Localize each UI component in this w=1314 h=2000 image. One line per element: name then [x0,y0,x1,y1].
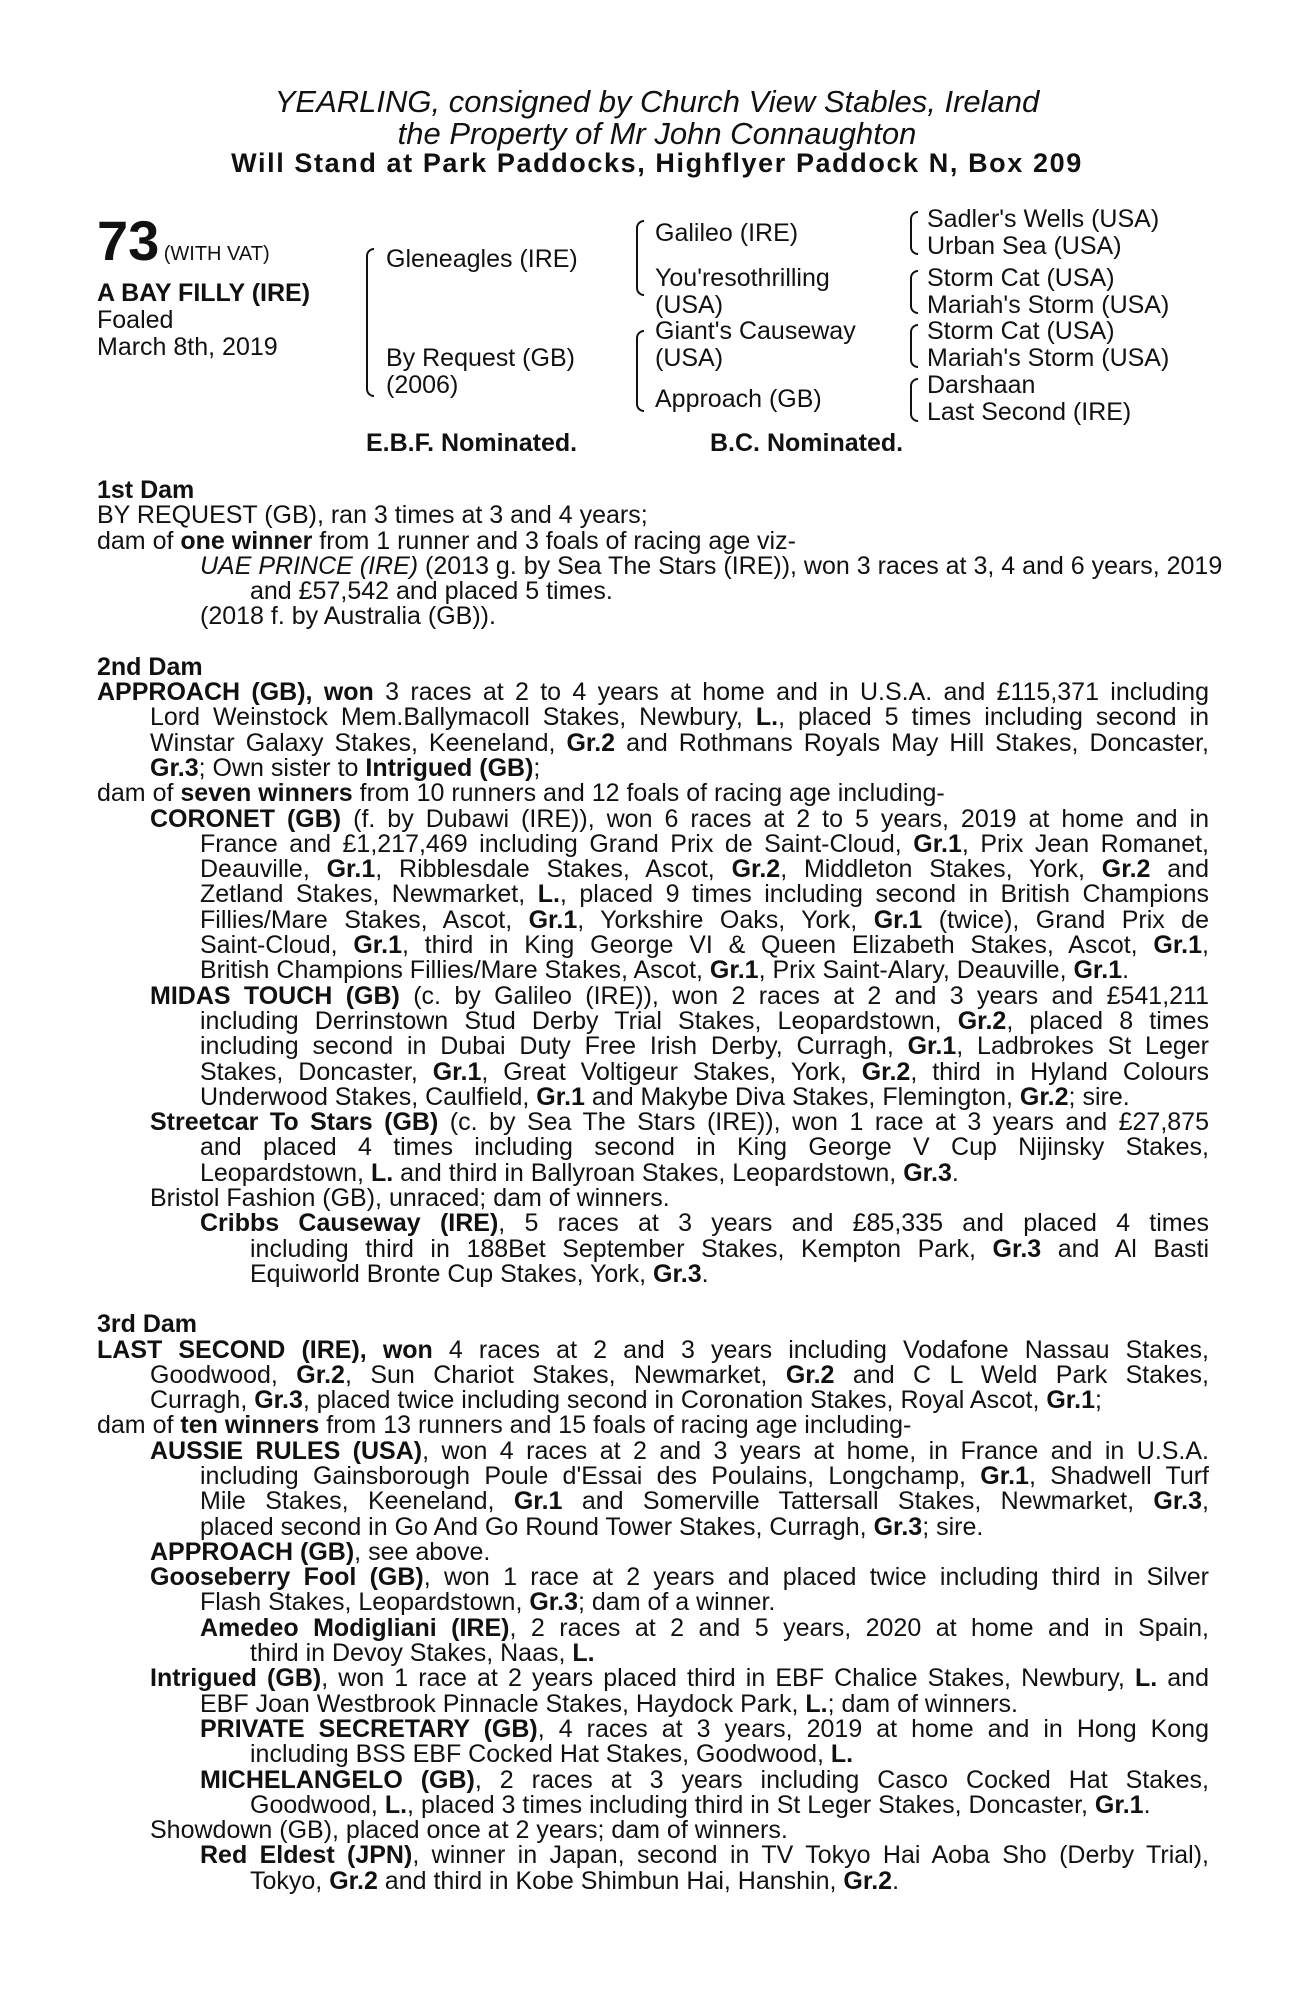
second-dam-line: Winstar Galaxy Stakes, Keeneland, Gr.2 and Rothmans Royals May Hill Stakes, Doncaster, [150,728,1210,757]
consignor-line: YEARLING, consigned by Church View Stables, Ireland [274,84,1040,119]
foaled-label: Foaled [97,306,174,334]
location-line: Will Stand at Park Paddocks, Highflyer Paddock N, Box 209 [231,148,1083,178]
dam-sire: Giant's Causeway [655,317,856,345]
dam: By Request (GB) [386,344,575,372]
dam-sire-country: (USA) [655,344,724,372]
first-dam-foal-1-cont: and £57,542 and placed 5 times. [250,577,613,606]
produce-intrigued-cont: EBF Joan Westbrook Pinnacle Stakes, Haydock Park, L.; dam of winners. [200,1689,1018,1718]
third-dam-heading: 3rd Dam [97,1310,198,1339]
second-dam-line: APPROACH (GB), won 3 races at 2 to 4 years at home and in U.S.A. and £115,371 including [97,678,1209,707]
produce-midas-touch-cont: including Derrinstown Stud Derby Trial Stakes, Leopardstown, Gr.2, placed 8 times [200,1006,1209,1035]
produce-red-eldest-cont: Tokyo, Gr.2 and third in Kobe Shimbun Hai, Hanshin, Gr.2. [250,1866,900,1895]
grandparent-6: Mariah's Storm (USA) [927,344,1170,372]
produce-amedeo-modigliani: Amedeo Modigliani (IRE), 2 races at 2 and 5 years, 2020 at home and in Spain, [200,1613,1209,1642]
first-dam-foal-2: (2018 f. by Australia (GB)). [200,602,496,631]
produce-midas-touch-cont: Stakes, Doncaster, Gr.1, Great Voltigeur Stakes, York, Gr.2, third in Hyland Colours [200,1057,1209,1086]
second-dam-heading: 2nd Dam [97,652,203,681]
brace-dam-line [636,330,644,412]
produce-aussie-rules: AUSSIE RULES (USA), won 4 races at 2 and 3 years at home, in France and in U.S.A. [150,1436,1210,1465]
first-dam-produce-line: dam of one winner from 1 runner and 3 foals of racing age viz- [97,526,796,555]
brace-g2 [910,270,918,314]
second-dam-produce-line: dam of seven winners from 10 runners and 12 foals of racing age including- [97,779,945,808]
produce-cribbs-causeway: Cribbs Causeway (IRE), 5 races at 3 years and £85,335 and placed 4 times [200,1209,1209,1238]
third-dam-line: Goodwood, Gr.2, Sun Chariot Stakes, Newmarket, Gr.2 and C L Weld Park Stakes, [150,1360,1210,1389]
produce-cribbs-cont: Equiworld Bronte Cup Stakes, York, Gr.3. [250,1259,709,1288]
produce-coronet: CORONET (GB) (f. by Dubawi (IRE)), won 6 races at 2 to 5 years, 2019 at home and in [150,804,1209,833]
produce-coronet-cont: Zetland Stakes, Newmarket, L., placed 9 times including second in British Champions [200,880,1209,909]
produce-midas-touch-cont: including second in Dubai Duty Free Irish Derby, Curragh, Gr.1, Ladbrokes St Leger [200,1032,1210,1061]
sire-dam-country: (USA) [655,291,724,319]
vat-label: (WITH VAT) [163,243,270,265]
grandparent-5: Storm Cat (USA) [927,317,1115,345]
grandparent-8: Last Second (IRE) [927,398,1132,426]
produce-coronet-cont: Saint-Cloud, Gr.1, third in King George VI & Queen Elizabeth Stakes, Ascot, Gr.1, [200,931,1209,960]
brace-g1 [910,211,918,255]
lot-number-block [97,208,270,273]
pedigree-notes [97,476,1223,1895]
grandparent-1: Sadler's Wells (USA) [927,205,1160,233]
owner-line: the Property of Mr John Connaughton [397,116,917,151]
ebf-nominated: E.B.F. Nominated. [366,429,578,457]
dam-year: (2006) [386,371,459,399]
first-dam-foal-1: UAE PRINCE (IRE) (2013 g. by Sea The Stars (IRE)), won 3 races at 3, 4 and 6 years, 2019 [200,551,1223,580]
produce-aussie-rules-cont: placed second in Go And Go Round Tower Stakes, Curragh, Gr.3; sire. [200,1512,984,1541]
brace-g4 [910,378,918,422]
produce-michelangelo-cont: Goodwood, L., placed 3 times including third in St Leger Stakes, Doncaster, Gr.1. [250,1790,1151,1819]
produce-coronet-cont: France and £1,217,469 including Grand Prix de Saint-Cloud, Gr.1, Prix Jean Romanet, [200,829,1210,858]
produce-coronet-cont: British Champions Fillies/Mare Stakes, Ascot, Gr.1, Prix Saint-Alary, Deauville, Gr.1. [200,956,1130,985]
lot-description: A BAY FILLY (IRE) [97,279,311,307]
foaled-date: March 8th, 2019 [97,333,278,361]
produce-red-eldest: Red Eldest (JPN), winner in Japan, second in TV Tokyo Hai Aoba Sho (Derby Trial), [200,1841,1209,1870]
brace-generation-1 [366,248,374,397]
grandparent-2: Urban Sea (USA) [927,232,1122,260]
produce-amedeo-cont: third in Devoy Stakes, Naas, L. [250,1639,595,1668]
produce-midas-touch-cont: Underwood Stakes, Caulfield, Gr.1 and Makybe Diva Stakes, Flemington, Gr.2; sire. [200,1082,1130,1111]
third-dam-line: Curragh, Gr.3, placed twice including second in Coronation Stakes, Royal Ascot, Gr.1; [150,1386,1102,1415]
brace-g3 [910,324,918,368]
produce-bristol-fashion: Bristol Fashion (GB), unraced; dam of winners. [150,1184,670,1213]
produce-intrigued: Intrigued (GB), won 1 race at 2 years placed third in EBF Chalice Stakes, Newbury, L. and [150,1664,1209,1693]
produce-coronet-cont: Deauville, Gr.1, Ribblesdale Stakes, Ascot, Gr.2, Middleton Stakes, York, Gr.2 and [200,855,1209,884]
sire-dam: You'resothrilling [655,264,830,292]
bc-nominated: B.C. Nominated. [710,429,904,457]
produce-streetcar-cont: and placed 4 times including second in King George V Cup Nijinsky Stakes, [200,1133,1209,1162]
produce-michelangelo: MICHELANGELO (GB), 2 races at 3 years including Casco Cocked Hat Stakes, [200,1765,1209,1794]
produce-private-secretary: PRIVATE SECRETARY (GB), 4 races at 3 years, 2019 at home and in Hong Kong [200,1714,1209,1743]
sire-sire: Galileo (IRE) [655,219,799,247]
first-dam-heading: 1st Dam [97,476,195,504]
produce-gooseberry-fool: Gooseberry Fool (GB), won 1 race at 2 years and placed twice including third in Silver [150,1563,1209,1592]
produce-streetcar-cont: Leopardstown, L. and third in Ballyroan Stakes, Leopardstown, Gr.3. [200,1158,959,1187]
produce-aussie-rules-cont: including Gainsborough Poule d'Essai des Poulains, Longchamp, Gr.1, Shadwell Turf [200,1461,1210,1490]
brace-sire-line [636,220,644,296]
first-dam-line: BY REQUEST (GB), ran 3 times at 3 and 4 years; [97,501,648,530]
third-dam-line: LAST SECOND (IRE), won 4 races at 2 and 3 years including Vodafone Nassau Stakes, [97,1335,1209,1364]
grandparent-4: Mariah's Storm (USA) [927,291,1170,319]
produce-streetcar-to-stars: Streetcar To Stars (GB) (c. by Sea The Stars (IRE)), won 1 race at 3 years and £27,875 [150,1108,1209,1137]
produce-private-secretary-cont: including BSS EBF Cocked Hat Stakes, Goodwood, L. [250,1740,854,1769]
produce-cribbs-cont: including third in 188Bet September Stakes, Kempton Park, Gr.3 and Al Basti [250,1234,1209,1263]
lot-number: 73 [97,209,160,272]
produce-coronet-cont: Fillies/Mare Stakes, Ascot, Gr.1, Yorkshire Oaks, York, Gr.1 (twice), Grand Prix de [200,905,1209,934]
produce-aussie-rules-cont: Mile Stakes, Keeneland, Gr.1 and Somerville Tattersall Stakes, Newmarket, Gr.3, [200,1487,1209,1516]
produce-approach: APPROACH (GB), see above. [150,1537,491,1566]
grandparent-3: Storm Cat (USA) [927,264,1115,292]
third-dam-produce-line: dam of ten winners from 13 runners and 15 foals of racing age including- [97,1411,912,1440]
produce-midas-touch: MIDAS TOUCH (GB) (c. by Galileo (IRE)), won 2 races at 2 and 3 years and £541,211 [150,981,1209,1010]
second-dam-line: Lord Weinstock Mem.Ballymacoll Stakes, Newbury, L., placed 5 times including second in [150,703,1209,732]
grandparent-7: Darshaan [927,371,1036,399]
produce-showdown: Showdown (GB), placed once at 2 years; dam of winners. [150,1816,788,1845]
dam-dam: Approach (GB) [655,385,822,413]
produce-gooseberry-fool-cont: Flash Stakes, Leopardstown, Gr.3; dam of a winner. [200,1588,776,1617]
second-dam-line: Gr.3; Own sister to Intrigued (GB); [150,753,541,782]
sire: Gleneagles (IRE) [386,245,578,273]
